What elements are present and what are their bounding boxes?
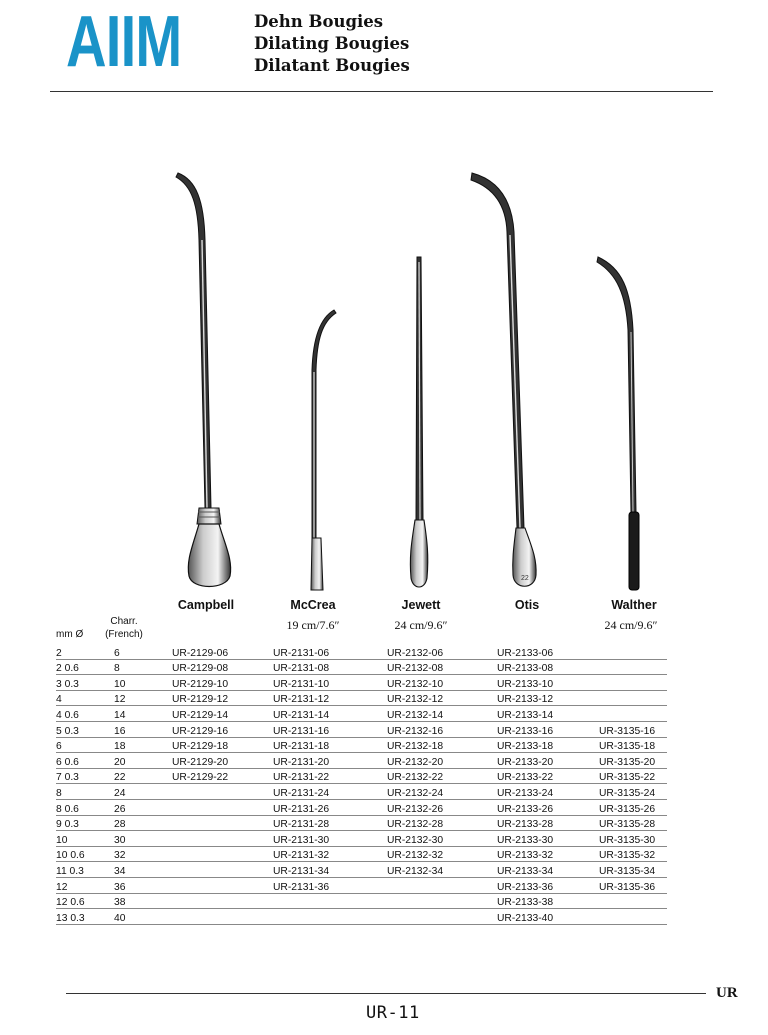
table-row xyxy=(56,753,667,769)
jewett-code-cell: UR-2132-06 xyxy=(387,644,497,659)
walther-code-cell: UR-3135-32 xyxy=(599,846,667,862)
campbell-code-cell: UR-2129-08 xyxy=(172,659,273,675)
mccrea-code-cell: UR-2131-18 xyxy=(273,737,387,753)
instrument-name-mccrea: McCrea xyxy=(290,598,336,612)
size-mm-cell: 6 xyxy=(56,737,114,753)
mccrea-bougie-drawing xyxy=(311,310,336,590)
walther-code-cell: UR-3135-28 xyxy=(599,815,667,831)
size-mm-cell: 8 0.6 xyxy=(56,799,114,815)
table-row xyxy=(56,768,667,784)
table-row xyxy=(56,831,667,847)
size-mm-cell: 13 0.3 xyxy=(56,909,114,925)
size-charr-cell: 18 xyxy=(114,737,172,753)
instrument-name-jewett: Jewett xyxy=(401,598,441,612)
otis-code-cell: UR-2133-18 xyxy=(497,737,599,753)
table-row xyxy=(56,644,667,659)
otis-code-cell: UR-2133-24 xyxy=(497,784,599,800)
size-mm-cell: 5 0.3 xyxy=(56,721,114,737)
campbell-code-cell xyxy=(172,862,273,878)
size-charr-cell: 10 xyxy=(114,675,172,691)
campbell-bougie-drawing xyxy=(176,173,231,587)
jewett-code-cell xyxy=(387,909,497,925)
jewett-code-cell: UR-2132-20 xyxy=(387,753,497,769)
table-row xyxy=(56,737,667,753)
size-mm-cell: 10 0.6 xyxy=(56,846,114,862)
charr-label-line: Charr. xyxy=(110,616,138,627)
jewett-code-cell: UR-2132-26 xyxy=(387,799,497,815)
jewett-code-cell: UR-2132-18 xyxy=(387,737,497,753)
table-row xyxy=(56,706,667,722)
size-charr-cell: 24 xyxy=(114,784,172,800)
walther-code-cell xyxy=(599,909,667,925)
campbell-code-cell: UR-2129-16 xyxy=(172,721,273,737)
instrument-name-otis: Otis xyxy=(514,598,540,612)
table-row xyxy=(56,799,667,815)
walther-code-cell: UR-3135-24 xyxy=(599,784,667,800)
footer-divider xyxy=(66,993,706,994)
otis-code-cell: UR-2133-12 xyxy=(497,690,599,706)
size-mm-cell: 7 0.3 xyxy=(56,768,114,784)
table-row xyxy=(56,893,667,909)
mccrea-code-cell: UR-2131-36 xyxy=(273,877,387,893)
catalog-number-table xyxy=(56,644,667,925)
mccrea-code-cell: UR-2131-32 xyxy=(273,846,387,862)
table-row xyxy=(56,784,667,800)
campbell-code-cell xyxy=(172,909,273,925)
size-mm-cell: 3 0.3 xyxy=(56,675,114,691)
size-mm-cell: 10 xyxy=(56,831,114,847)
table-row xyxy=(56,862,667,878)
walther-code-cell: UR-3135-16 xyxy=(599,721,667,737)
size-charr-cell: 32 xyxy=(114,846,172,862)
table-row xyxy=(56,675,667,691)
size-mm-cell: 8 xyxy=(56,784,114,800)
instrument-length-walther: 24 cm/9.6″ xyxy=(604,618,658,632)
campbell-code-cell xyxy=(172,831,273,847)
svg-text:22: 22 xyxy=(521,575,529,582)
jewett-bougie-drawing xyxy=(410,257,427,587)
otis-code-cell: UR-2133-20 xyxy=(497,753,599,769)
catalog-title: Dilatant Bougies xyxy=(254,56,410,75)
walther-code-cell xyxy=(599,893,667,909)
size-mm-cell: 12 0.6 xyxy=(56,893,114,909)
page-number: UR-11 xyxy=(366,1003,420,1023)
campbell-code-cell: UR-2129-14 xyxy=(172,706,273,722)
walther-code-cell: UR-3135-22 xyxy=(599,768,667,784)
otis-code-cell: UR-2133-22 xyxy=(497,768,599,784)
jewett-code-cell: UR-2132-30 xyxy=(387,831,497,847)
catalog-title: Dehn Bougies xyxy=(254,12,384,31)
campbell-code-cell xyxy=(172,893,273,909)
campbell-code-cell: UR-2129-18 xyxy=(172,737,273,753)
table-row xyxy=(56,877,667,893)
mccrea-code-cell: UR-2131-14 xyxy=(273,706,387,722)
size-charr-cell: 38 xyxy=(114,893,172,909)
table-row xyxy=(56,721,667,737)
aiim-logo: AIIM xyxy=(66,2,182,82)
otis-code-cell: UR-2133-26 xyxy=(497,799,599,815)
size-mm-cell: 2 0.6 xyxy=(56,659,114,675)
table-row xyxy=(56,846,667,862)
campbell-code-cell xyxy=(172,877,273,893)
otis-code-cell: UR-2133-08 xyxy=(497,659,599,675)
mccrea-code-cell: UR-2131-12 xyxy=(273,690,387,706)
size-charr-cell: 14 xyxy=(114,706,172,722)
otis-code-cell: UR-2133-16 xyxy=(497,721,599,737)
table-row xyxy=(56,815,667,831)
walther-bougie-drawing xyxy=(597,257,639,590)
mccrea-code-cell: UR-2131-10 xyxy=(273,675,387,691)
size-charr-cell: 22 xyxy=(114,768,172,784)
campbell-code-cell xyxy=(172,846,273,862)
mccrea-code-cell: UR-2131-08 xyxy=(273,659,387,675)
otis-code-cell: UR-2133-36 xyxy=(497,877,599,893)
walther-code-cell xyxy=(599,644,667,659)
jewett-code-cell: UR-2132-12 xyxy=(387,690,497,706)
jewett-code-cell: UR-2132-08 xyxy=(387,659,497,675)
otis-code-cell: UR-2133-32 xyxy=(497,846,599,862)
size-charr-cell: 16 xyxy=(114,721,172,737)
campbell-code-cell: UR-2129-20 xyxy=(172,753,273,769)
campbell-code-cell xyxy=(172,784,273,800)
size-charr-cell: 20 xyxy=(114,753,172,769)
mccrea-code-cell: UR-2131-34 xyxy=(273,862,387,878)
mccrea-code-cell: UR-2131-30 xyxy=(273,831,387,847)
table-row xyxy=(56,909,667,925)
charr-column-label xyxy=(100,615,148,641)
otis-code-cell: UR-2133-34 xyxy=(497,862,599,878)
section-mark: UR xyxy=(716,985,738,1001)
campbell-code-cell: UR-2129-12 xyxy=(172,690,273,706)
walther-code-cell: UR-3135-34 xyxy=(599,862,667,878)
size-mm-cell: 11 0.3 xyxy=(56,862,114,878)
otis-code-cell: UR-2133-10 xyxy=(497,675,599,691)
mccrea-code-cell xyxy=(273,893,387,909)
mccrea-code-cell: UR-2131-20 xyxy=(273,753,387,769)
walther-code-cell: UR-3135-20 xyxy=(599,753,667,769)
jewett-code-cell: UR-2132-24 xyxy=(387,784,497,800)
mccrea-code-cell xyxy=(273,909,387,925)
size-charr-cell: 26 xyxy=(114,799,172,815)
jewett-code-cell: UR-2132-10 xyxy=(387,675,497,691)
mccrea-code-cell: UR-2131-28 xyxy=(273,815,387,831)
walther-code-cell: UR-3135-18 xyxy=(599,737,667,753)
instrument-name-walther: Walther xyxy=(611,598,657,612)
jewett-code-cell: UR-2132-28 xyxy=(387,815,497,831)
otis-code-cell: UR-2133-14 xyxy=(497,706,599,722)
size-mm-cell: 12 xyxy=(56,877,114,893)
otis-code-cell: UR-2133-40 xyxy=(497,909,599,925)
instrument-length-mccrea: 19 cm/7.6″ xyxy=(286,618,340,632)
size-charr-cell: 12 xyxy=(114,690,172,706)
jewett-code-cell: UR-2132-34 xyxy=(387,862,497,878)
otis-code-cell: UR-2133-06 xyxy=(497,644,599,659)
jewett-code-cell: UR-2132-32 xyxy=(387,846,497,862)
table-row xyxy=(56,659,667,675)
walther-code-cell xyxy=(599,675,667,691)
size-charr-cell: 8 xyxy=(114,659,172,675)
walther-code-cell xyxy=(599,659,667,675)
size-charr-cell: 36 xyxy=(114,877,172,893)
charr-label-line: (French) xyxy=(105,629,143,640)
walther-code-cell: UR-3135-26 xyxy=(599,799,667,815)
mccrea-code-cell: UR-2131-22 xyxy=(273,768,387,784)
mccrea-code-cell: UR-2131-26 xyxy=(273,799,387,815)
jewett-code-cell xyxy=(387,893,497,909)
size-mm-cell: 4 0.6 xyxy=(56,706,114,722)
walther-code-cell xyxy=(599,706,667,722)
size-charr-cell: 30 xyxy=(114,831,172,847)
instrument-name-campbell: Campbell xyxy=(177,598,235,612)
table-row xyxy=(56,690,667,706)
otis-code-cell: UR-2133-38 xyxy=(497,893,599,909)
size-mm-cell: 2 xyxy=(56,644,114,659)
size-charr-cell: 40 xyxy=(114,909,172,925)
mccrea-code-cell: UR-2131-06 xyxy=(273,644,387,659)
mm-column-label: mm Ø xyxy=(56,629,84,640)
size-charr-cell: 6 xyxy=(114,644,172,659)
otis-code-cell: UR-2133-28 xyxy=(497,815,599,831)
size-charr-cell: 28 xyxy=(114,815,172,831)
instrument-length-jewett: 24 cm/9.6″ xyxy=(394,618,448,632)
campbell-code-cell xyxy=(172,815,273,831)
jewett-code-cell: UR-2132-22 xyxy=(387,768,497,784)
campbell-code-cell xyxy=(172,799,273,815)
mccrea-code-cell: UR-2131-16 xyxy=(273,721,387,737)
size-mm-cell: 9 0.3 xyxy=(56,815,114,831)
otis-bougie-drawing xyxy=(471,173,536,586)
walther-code-cell xyxy=(599,690,667,706)
campbell-code-cell: UR-2129-06 xyxy=(172,644,273,659)
otis-code-cell: UR-2133-30 xyxy=(497,831,599,847)
size-mm-cell: 4 xyxy=(56,690,114,706)
campbell-code-cell: UR-2129-10 xyxy=(172,675,273,691)
size-mm-cell: 6 0.6 xyxy=(56,753,114,769)
jewett-code-cell: UR-2132-14 xyxy=(387,706,497,722)
jewett-code-cell: UR-2132-16 xyxy=(387,721,497,737)
walther-code-cell: UR-3135-30 xyxy=(599,831,667,847)
size-charr-cell: 34 xyxy=(114,862,172,878)
jewett-code-cell xyxy=(387,877,497,893)
mccrea-code-cell: UR-2131-24 xyxy=(273,784,387,800)
walther-code-cell: UR-3135-36 xyxy=(599,877,667,893)
catalog-title: Dilating Bougies xyxy=(254,34,410,53)
campbell-code-cell: UR-2129-22 xyxy=(172,768,273,784)
